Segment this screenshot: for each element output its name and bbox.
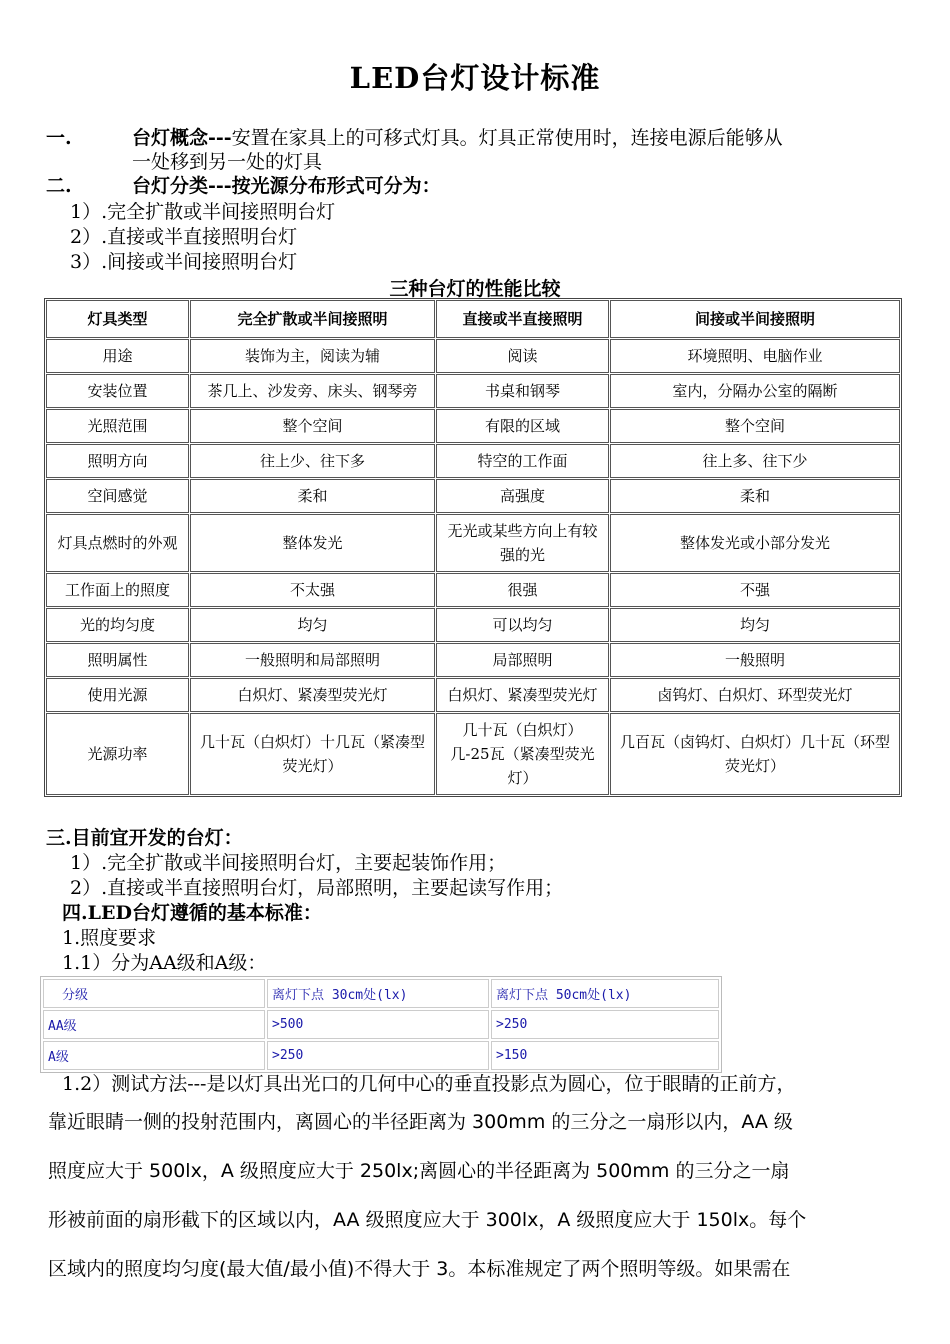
table-cell: 有限的区域 bbox=[436, 409, 609, 443]
sec1-label: 台灯概念--- bbox=[132, 127, 232, 149]
table-cell: 局部照明 bbox=[436, 643, 609, 677]
table-cell: 无光或某些方向上有较强的光 bbox=[436, 514, 609, 572]
sec2-number: 二. bbox=[46, 175, 72, 197]
sec2-label: 台灯分类---按光源分布形式可分为： bbox=[132, 175, 441, 197]
level-cell: >150 bbox=[491, 1041, 719, 1070]
table-cell: 特空的工作面 bbox=[436, 444, 609, 478]
level-table bbox=[40, 976, 722, 1073]
comparison-table bbox=[44, 298, 902, 797]
level-row bbox=[43, 1041, 719, 1070]
table-row bbox=[46, 713, 900, 795]
level-header: 离灯下点 50cm处(lx) bbox=[491, 979, 719, 1008]
table-row bbox=[46, 573, 900, 607]
sec2-item: 2）.直接或半直接照明台灯 bbox=[70, 226, 298, 248]
sec3-item: 2）.直接或半直接照明台灯，局部照明，主要起读写作用； bbox=[70, 877, 564, 899]
table-cell: 往上多、往下少 bbox=[610, 444, 900, 478]
table-cell: 安装位置 bbox=[46, 374, 189, 408]
table-cell: 可以均匀 bbox=[436, 608, 609, 642]
table-row bbox=[46, 444, 900, 478]
table-cell: 均匀 bbox=[610, 608, 900, 642]
table-cell: 几百瓦（卤钨灯、白炽灯）几十瓦（环型荧光灯） bbox=[610, 713, 900, 795]
table-cell: 室内，分隔办公室的隔断 bbox=[610, 374, 900, 408]
table-row bbox=[46, 678, 900, 712]
level-header: 离灯下点 30cm处(lx) bbox=[267, 979, 489, 1008]
level-cell: A级 bbox=[43, 1041, 265, 1070]
table-cell: 整个空间 bbox=[190, 409, 435, 443]
paragraph-line: 靠近眼睛一侧的投射范围内，离圆心的半径距离为 300mm 的三分之一扇形以内，AA 级 bbox=[48, 1111, 793, 1133]
level-cell: AA级 bbox=[43, 1010, 265, 1039]
table-header-row bbox=[46, 300, 900, 338]
level-cell: >250 bbox=[491, 1010, 719, 1039]
table-cell: 工作面上的照度 bbox=[46, 573, 189, 607]
table-cell: 高强度 bbox=[436, 479, 609, 513]
level-cell: >500 bbox=[267, 1010, 489, 1039]
sec4-title: 四.LED台灯遵循的基本标准： bbox=[62, 902, 322, 924]
test-method-paragraph bbox=[48, 1070, 908, 1294]
table-cell: 整体发光 bbox=[190, 514, 435, 572]
table-cell: 几十瓦（白炽灯）几-25瓦（紧凑型荧光灯） bbox=[436, 713, 609, 795]
sec1-line bbox=[132, 126, 783, 150]
table-cell: 柔和 bbox=[190, 479, 435, 513]
table-cell: 整个空间 bbox=[610, 409, 900, 443]
level-header-row bbox=[43, 979, 719, 1008]
paragraph-line: 区域内的照度均匀度(最大值/最小值)不得大于 3。本标准规定了两个照明等级。如果需在 bbox=[48, 1258, 791, 1280]
table-cell: 阅读 bbox=[436, 339, 609, 373]
table-cell: 不强 bbox=[610, 573, 900, 607]
table-row bbox=[46, 479, 900, 513]
table-cell: 书桌和钢琴 bbox=[436, 374, 609, 408]
table-cell: 很强 bbox=[436, 573, 609, 607]
table-cell: 装饰为主，阅读为辅 bbox=[190, 339, 435, 373]
table-cell: 茶几上、沙发旁、床头、钢琴旁 bbox=[190, 374, 435, 408]
table-row bbox=[46, 608, 900, 642]
sec1-number: 一. bbox=[46, 127, 72, 149]
table-cell: 使用光源 bbox=[46, 678, 189, 712]
table-cell: 环境照明、电脑作业 bbox=[610, 339, 900, 373]
sec3-item: 1）.完全扩散或半间接照明台灯，主要起装饰作用； bbox=[70, 852, 507, 874]
level-row bbox=[43, 1010, 719, 1039]
table-cell: 白炽灯、紧凑型荧光灯 bbox=[190, 678, 435, 712]
table-cell: 卤钨灯、白炽灯、环型荧光灯 bbox=[610, 678, 900, 712]
table-cell: 往上少、往下多 bbox=[190, 444, 435, 478]
table-cell: 光源功率 bbox=[46, 713, 189, 795]
column-header: 完全扩散或半间接照明 bbox=[190, 300, 435, 338]
table-row bbox=[46, 374, 900, 408]
table-cell: 均匀 bbox=[190, 608, 435, 642]
level-cell: >250 bbox=[267, 1041, 489, 1070]
sec1-text: 安置在家具上的可移式灯具。灯具正常使用时，连接电源后能够从 bbox=[231, 127, 783, 149]
table-cell: 光的均匀度 bbox=[46, 608, 189, 642]
table-cell: 光照范围 bbox=[46, 409, 189, 443]
table-cell: 一般照明和局部照明 bbox=[190, 643, 435, 677]
column-header: 灯具类型 bbox=[46, 300, 189, 338]
sec2-item: 3）.间接或半间接照明台灯 bbox=[70, 251, 298, 273]
sec1-text-cont: 一处移到另一处的灯具 bbox=[132, 151, 323, 173]
level-header: 分级 bbox=[43, 979, 265, 1008]
table-cell: 一般照明 bbox=[610, 643, 900, 677]
sec3-title: 三.目前宜开发的台灯： bbox=[46, 827, 243, 849]
table-cell: 白炽灯、紧凑型荧光灯 bbox=[436, 678, 609, 712]
sec4-sub1: 1.照度要求 bbox=[62, 927, 157, 949]
table-row bbox=[46, 643, 900, 677]
table-row bbox=[46, 339, 900, 373]
table-cell: 灯具点燃时的外观 bbox=[46, 514, 189, 572]
table-cell: 照明属性 bbox=[46, 643, 189, 677]
sec4-sub11: 1.1）分为AA级和A级： bbox=[62, 952, 267, 974]
column-header: 间接或半间接照明 bbox=[610, 300, 900, 338]
paragraph-line: 形被前面的扇形截下的区域以内，AA 级照度应大于 300lx，A 级照度应大于 150lx。每个 bbox=[48, 1209, 807, 1231]
table-cell: 用途 bbox=[46, 339, 189, 373]
table-cell: 几十瓦（白炽灯）十几瓦（紧凑型荧光灯） bbox=[190, 713, 435, 795]
paragraph-line: 照度应大于 500lx，A 级照度应大于 250lx;离圆心的半径距离为 500mm 的三分之一扇 bbox=[48, 1160, 790, 1182]
table-cell: 空间感觉 bbox=[46, 479, 189, 513]
paragraph-line: 1.2）测试方法---是以灯具出光口的几何中心的垂直投影点为圆心，位于眼睛的正前方， bbox=[62, 1073, 796, 1095]
table-caption: 三种台灯的性能比较 bbox=[389, 278, 561, 300]
sec2-item: 1）.完全扩散或半间接照明台灯 bbox=[70, 201, 336, 223]
table-cell: 不太强 bbox=[190, 573, 435, 607]
table-row bbox=[46, 514, 900, 572]
document-title: LED台灯设计标准 bbox=[349, 61, 601, 95]
table-row bbox=[46, 409, 900, 443]
column-header: 直接或半直接照明 bbox=[436, 300, 609, 338]
table-cell: 照明方向 bbox=[46, 444, 189, 478]
table-cell: 柔和 bbox=[610, 479, 900, 513]
table-cell: 整体发光或小部分发光 bbox=[610, 514, 900, 572]
